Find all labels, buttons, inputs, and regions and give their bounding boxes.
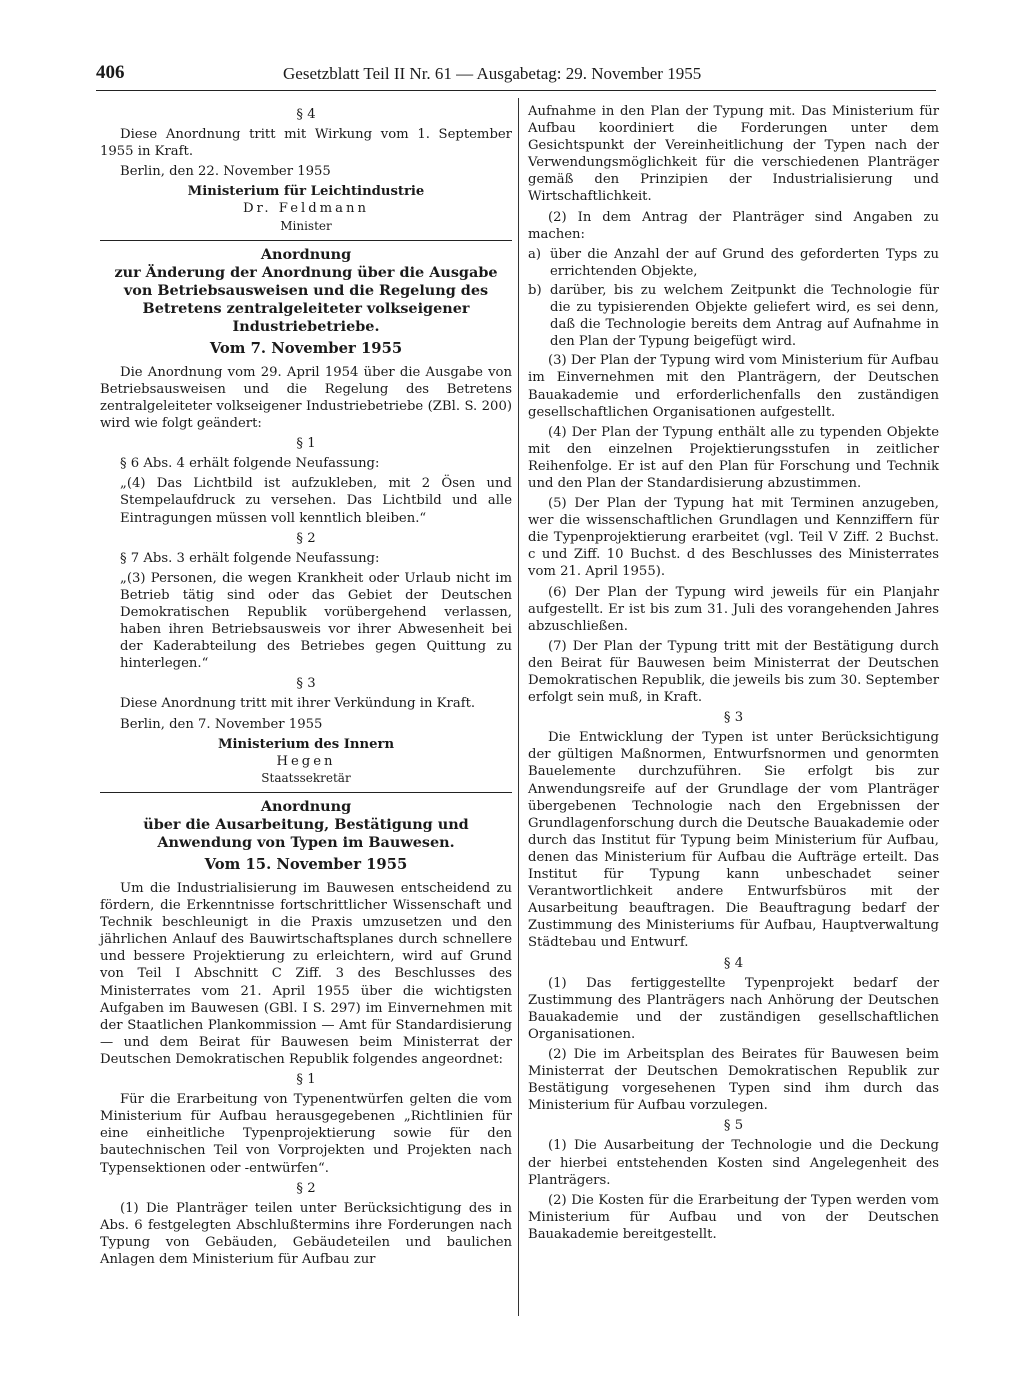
section-label: § 3 — [296, 676, 316, 692]
paragraph: § 6 Abs. 4 erhält folgende Neufassung: — [120, 456, 380, 472]
issuing-authority: Ministerium des Innern — [217, 736, 395, 752]
column-divider — [518, 98, 519, 1316]
left-column — [100, 103, 512, 1271]
paragraph: (7) Der Plan der Typung tritt mit der Bestätigung durch den Beirat für Bauwesen beim Ministerrat der Deutschen Demokratischen Republik, die jeweils bis zum 30. September erfolgt sein muß, in Kraft. — [528, 638, 939, 706]
list-item — [528, 282, 939, 350]
paragraph: (1) Die Planträger teilen unter Berücksichtigung des in Abs. 6 festgelegten Abschlußtermins ihre Forderungen nach Typung von Gebäuden, Gebäudeteilen und baulichen Anlagen dem Ministerium für Aufbau zur — [100, 1200, 512, 1267]
order-date: Vom 7. November 1955 — [209, 339, 403, 357]
section-label: § 1 — [296, 436, 316, 452]
page-number: 406 — [96, 62, 125, 83]
section-label: § 2 — [296, 530, 316, 546]
order-title: Anordnung — [260, 245, 352, 263]
paragraph: Die Entwicklung der Typen ist unter Berücksichtigung der gültigen Maßnormen, Entwurfsnormen und genormten Bauelemente durchzuführen. Sie erfolgt bis zur Anwendungsreife auf der Grundlage der vom Planträger übergebenen Technologie nach den Ergebnissen der Grundlagenforschung durch die Deutsche Bauakademie oder durch das Institut für Typung beim Ministerium für Aufbau, denen das Ministerium für Aufbau die Aufträge erteilt. Das Institut für Typung kann unbeschadet seiner Verantwortlichkeit andere Entwurfsbüros mit der Ausarbeitung beauftragen. Die Beauftragung bedarf der Zustimmung des Ministeriums für Aufbau, Hauptverwaltung Städtebau und Entwurf. — [528, 730, 939, 951]
section-label: § 1 — [296, 1072, 316, 1088]
right-column — [528, 103, 939, 1246]
paragraph: Die Anordnung vom 29. April 1954 über die Ausgabe von Betriebsausweisen und die Regelung des Betretens zentralgeleiteter volkseigener Industriebetriebe (ZBl. S. 200) wird wie folgt geändert: — [100, 364, 512, 432]
paragraph-continued: Aufnahme in den Plan der Typung mit. Das Ministerium für Aufbau koordiniert die Forderungen unter dem Gesichtspunkt der Vereinheitlichung der Typen nach der Verwendungsmöglichkeit für die verschiedenen Planträger gemäß den Prinzipien der Industrialisierung und Wirtschaftlichkeit. — [528, 104, 939, 205]
quoted-text: „(3) Personen, die wegen Krankheit oder Urlaub nicht im Betrieb tätig sind oder das Gebiet der Deutschen Demokratischen Republik vorübergehend verlassen, haben ihren Betriebsausweis vor ihrer Abwesenheit bei der Kaderabteilung des Betriebes gegen Quittung zu hinterlegen.“ — [120, 570, 512, 672]
paragraph: (3) Der Plan der Typung wird vom Ministerium für Aufbau im Einvernehmen mit den Planträgern, der Deutschen Bauakademie und erforderlichenfalls den zuständigen gesellschaftlichen Organisationen aufgestellt. — [528, 353, 939, 420]
section-label: § 4 — [296, 107, 316, 122]
place-date: Berlin, den 22. November 1955 — [120, 164, 331, 180]
paragraph: (1) Das fertiggestellte Typenprojekt bedarf der Zustimmung des Planträgers nach Anhörung der Deutschen Bauakademie und der zuständigen gesellschaftlichen Organisationen. — [528, 975, 939, 1042]
section-label: § 2 — [296, 1180, 316, 1196]
paragraph: (5) Der Plan der Typung hat mit Terminen anzugeben, wer die wissenschaftlichen Grundlagen und Kennziffern für die Typenprojektierung erarbeitet (vgl. Teil V Ziff. 2 Buchst. c und Ziff. 10 Buchst. d des Beschlusses des Ministerrates vom 21. April 1955). — [528, 496, 939, 580]
order-date: Vom 15. November 1955 — [204, 855, 408, 873]
running-title: Gesetzblatt Teil II Nr. 61 — Ausgabetag: 29. November 1955 — [283, 64, 702, 83]
list-item-label: a) — [528, 246, 542, 262]
signatory-role: Minister — [280, 218, 332, 233]
section-rule — [100, 792, 512, 793]
issuing-authority: Ministerium für Leichtindustrie — [187, 184, 425, 200]
signatory: Hegen — [276, 753, 336, 769]
paragraph: (2) In dem Antrag der Planträger sind Angaben zu machen: — [528, 209, 939, 242]
paragraph: (2) Die im Arbeitsplan des Beirates für Bauwesen beim Ministerrat der Deutschen Demokratischen Republik zur Bestätigung vorgesehenen Typen sind ihm durch das Ministerium für Aufbau vorzulegen. — [528, 1046, 939, 1114]
list-item — [528, 246, 939, 280]
section-label: § 5 — [723, 1118, 744, 1134]
list-item-text: darüber, bis zu welchem Zeitpunkt die Technologie für die zu typisierenden Objekte geliefert wird, es sei denn, daß die Technologie bereits dem Antrag auf Aufnahme in den Plan der Typung beigefügt wird. — [550, 282, 939, 350]
list-item-label: b) — [528, 282, 542, 298]
paragraph: Diese Anordnung tritt mit ihrer Verkündung in Kraft. — [120, 696, 476, 712]
signatory: Dr. Feldmann — [242, 201, 370, 217]
order-subtitle: zur Änderung der Anordnung über die Ausgabe von Betriebsausweisen und die Regelung des Betretens zentralgeleiteter volkseigener Industriebetriebe. — [114, 263, 498, 335]
section-rule — [100, 240, 512, 241]
paragraph: Für die Erarbeitung von Typenentwürfen gelten die vom Ministerium für Aufbau herausgegebenen „Richtlinien für eine einheitliche Typenprojektierung sowie für den bautechnischen Teil von Vorprojekten und Projekten nach Typensektionen oder -entwürfen“. — [100, 1092, 512, 1176]
list-item-text: über die Anzahl der auf Grund des geforderten Typs zu errichtenden Objekte, — [550, 246, 939, 279]
header-rule — [96, 90, 936, 91]
section-label: § 3 — [723, 710, 744, 726]
paragraph: § 7 Abs. 3 erhält folgende Neufassung: — [120, 550, 380, 566]
paragraph: (2) Die Kosten für die Erarbeitung der Typen werden vom Ministerium für Aufbau und von der Deutschen Bauakademie bereitgestellt. — [528, 1192, 939, 1242]
paragraph: Um die Industrialisierung im Bauwesen entscheidend zu fördern, die Erkenntnisse fortschrittlicher Wissenschaft und Technik beschleunigt in die Praxis umzusetzen und den jährlichen Anlauf des Bauwirtschaftsplanes durch schnellere und bessere Projektierung zu erleichtern, wird auf Grund von Teil I Abschnitt C Ziff. 3 des Beschlusses des Ministerrates vom 21. April 1955 über die wichtigsten Aufgaben im Bauwesen (GBl. I S. 297) im Einvernehmen mit der Staatlichen Plankommission — Amt für Standardisierung — und dem Beirat für Bauwesen beim Ministerrat der Deutschen Demokratischen Republik folgendes angeordnet: — [100, 881, 512, 1067]
paragraph: Diese Anordnung tritt mit Wirkung vom 1. September 1955 in Kraft. — [100, 127, 512, 160]
place-date: Berlin, den 7. November 1955 — [120, 716, 323, 732]
section-label: § 4 — [723, 955, 744, 971]
quoted-text: „(4) Das Lichtbild ist aufzukleben, mit 2 Ösen und Stempelaufdruck zu versehen. Das Lichtbild und alle Eintragungen müssen voll kenntlich bleiben.“ — [120, 476, 512, 526]
order-subtitle: über die Ausarbeitung, Bestätigung und Anwendung von Typen im Bauwesen. — [143, 815, 469, 851]
order-title: Anordnung — [260, 797, 352, 815]
paragraph: (1) Die Ausarbeitung der Technologie und die Deckung der hierbei entstehenden Kosten sind Angelegenheit des Planträgers. — [528, 1138, 939, 1188]
paragraph: (4) Der Plan der Typung enthält alle zu typenden Objekte mit den einzelnen Projektierungsstufen in zeitlicher Reihenfolge. Er ist auf den Plan für Forschung und Technik und den Plan der Standardisierung abzustimmen. — [528, 424, 939, 491]
paragraph: (6) Der Plan der Typung wird jeweils für ein Planjahr aufgestellt. Er ist bis zum 31. Juli des vorangehenden Jahres abzuschließen. — [528, 584, 939, 634]
signatory-role: Staatssekretär — [261, 770, 351, 785]
page-header — [96, 62, 936, 86]
